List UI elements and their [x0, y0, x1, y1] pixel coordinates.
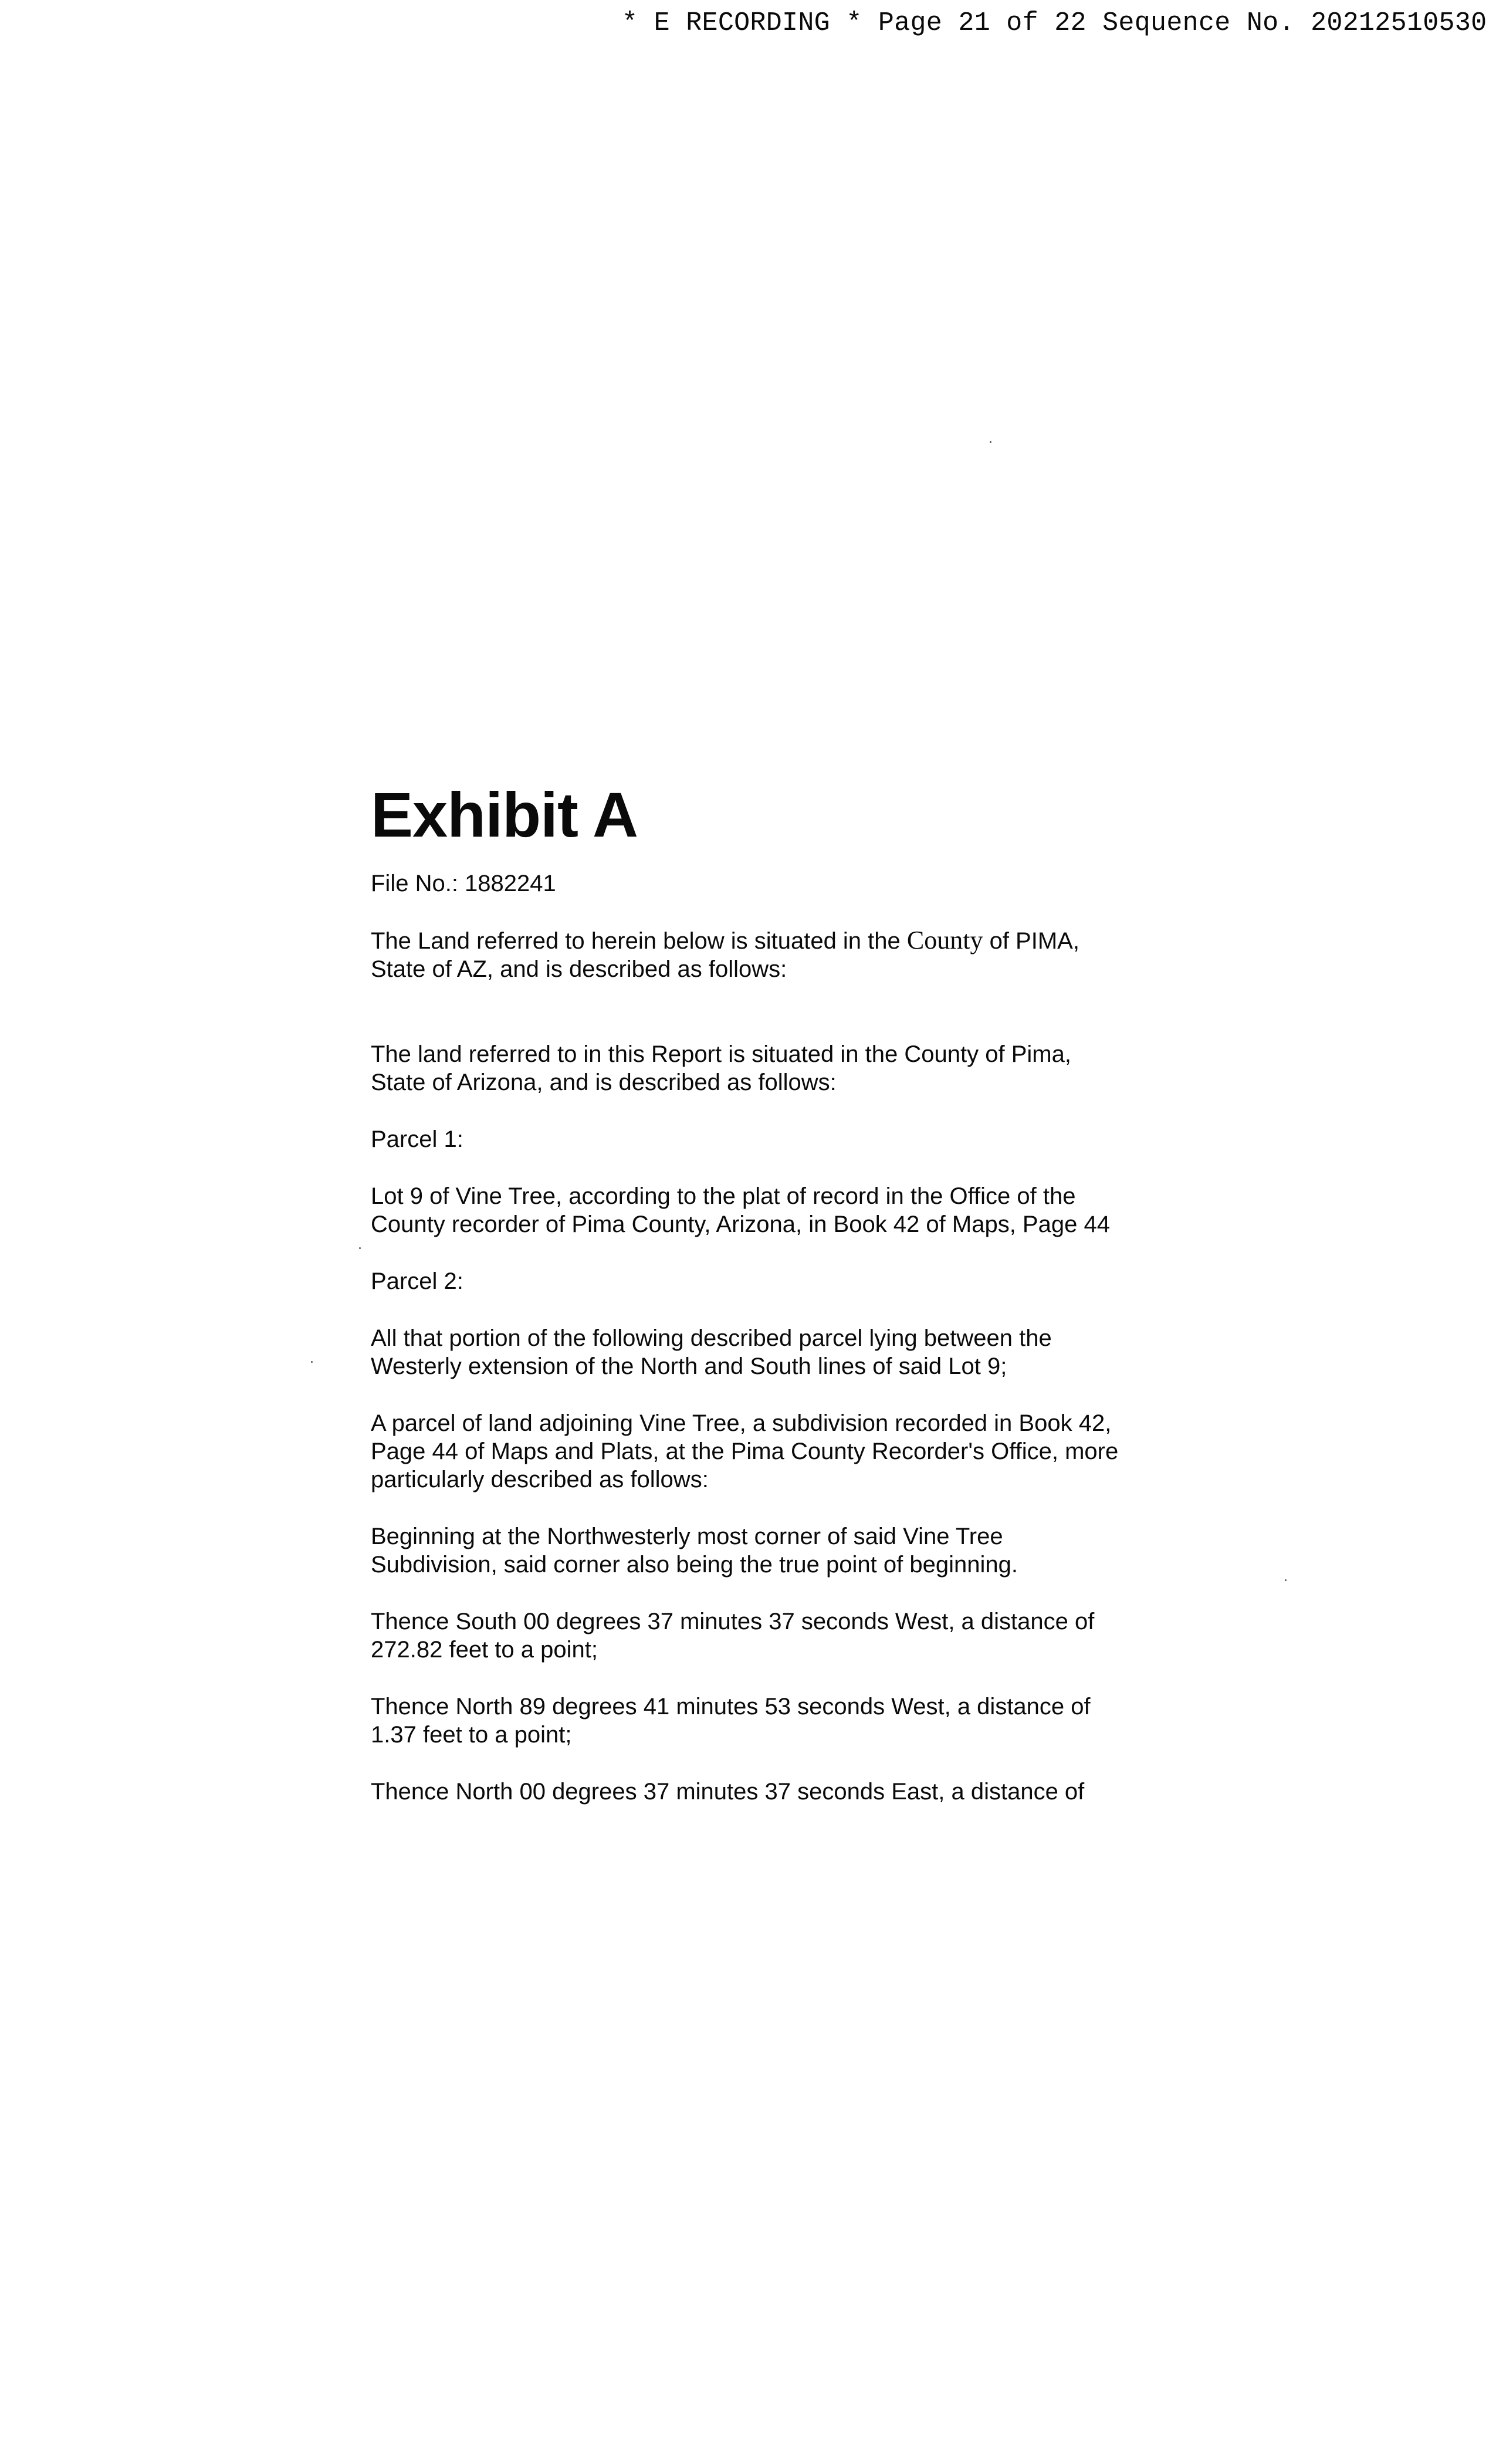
legal-line: The land referred to in this Report is situated in the County of Pima, [371, 1041, 1071, 1068]
legal-paragraph [371, 1607, 1157, 1664]
legal-line: Beginning at the Northwesterly most corner of said Vine Tree [371, 1524, 1003, 1550]
legal-paragraph [371, 1409, 1157, 1494]
intro-county-word: County [906, 926, 983, 955]
legal-line: All that portion of the following described parcel lying between the [371, 1325, 1052, 1352]
legal-line: Lot 9 of Vine Tree, according to the plat of record in the Office of the [371, 1183, 1076, 1210]
legal-paragraph [371, 1125, 1157, 1153]
legal-line: Subdivision, said corner also being the true point of beginning. [371, 1552, 1018, 1578]
legal-paragraph [371, 1693, 1157, 1749]
legal-line: County recorder of Pima County, Arizona, in Book 42 of Maps, Page 44 [371, 1211, 1110, 1238]
legal-line: 1.37 feet to a point; [371, 1722, 572, 1748]
recording-header: * E RECORDING * Page 21 of 22 Sequence No. 20212510530 [622, 8, 1487, 38]
legal-description [371, 1040, 1157, 1806]
file-number: File No.: 1882241 [371, 871, 556, 897]
legal-paragraph [371, 1324, 1157, 1380]
legal-line: Thence South 00 degrees 37 minutes 37 seconds West, a distance of [371, 1609, 1095, 1635]
intro-paragraph [371, 926, 1157, 983]
intro-text: of PIMA, [983, 928, 1079, 955]
exhibit-body [371, 777, 1157, 1806]
legal-line: Parcel 2: [371, 1268, 463, 1295]
intro-text: The Land referred to herein below is situated in the [371, 928, 907, 955]
legal-line: A parcel of land adjoining Vine Tree, a subdivision recorded in Book 42, [371, 1410, 1112, 1437]
legal-line: Thence North 89 degrees 41 minutes 53 seconds West, a distance of [371, 1694, 1091, 1720]
legal-line: Thence North 00 degrees 37 minutes 37 seconds East, a distance of [371, 1779, 1085, 1805]
scan-speck [311, 1361, 313, 1363]
legal-line: 272.82 feet to a point; [371, 1637, 598, 1663]
legal-line: State of Arizona, and is described as follows: [371, 1069, 837, 1096]
legal-line: Parcel 1: [371, 1126, 463, 1153]
scan-speck [359, 1247, 361, 1249]
legal-line: particularly described as follows: [371, 1467, 709, 1493]
legal-paragraph [371, 1522, 1157, 1579]
legal-line: Page 44 of Maps and Plats, at the Pima County Recorder's Office, more [371, 1439, 1119, 1465]
legal-paragraph [371, 1040, 1157, 1096]
scan-speck [1285, 1579, 1287, 1581]
legal-paragraph [371, 1778, 1157, 1806]
legal-line: Westerly extension of the North and South lines of said Lot 9; [371, 1353, 1007, 1380]
legal-paragraph [371, 1182, 1157, 1238]
exhibit-title: Exhibit A [371, 779, 638, 850]
legal-paragraph [371, 1267, 1157, 1295]
scan-speck [990, 441, 991, 443]
intro-text: State of AZ, and is described as follows: [371, 956, 787, 983]
